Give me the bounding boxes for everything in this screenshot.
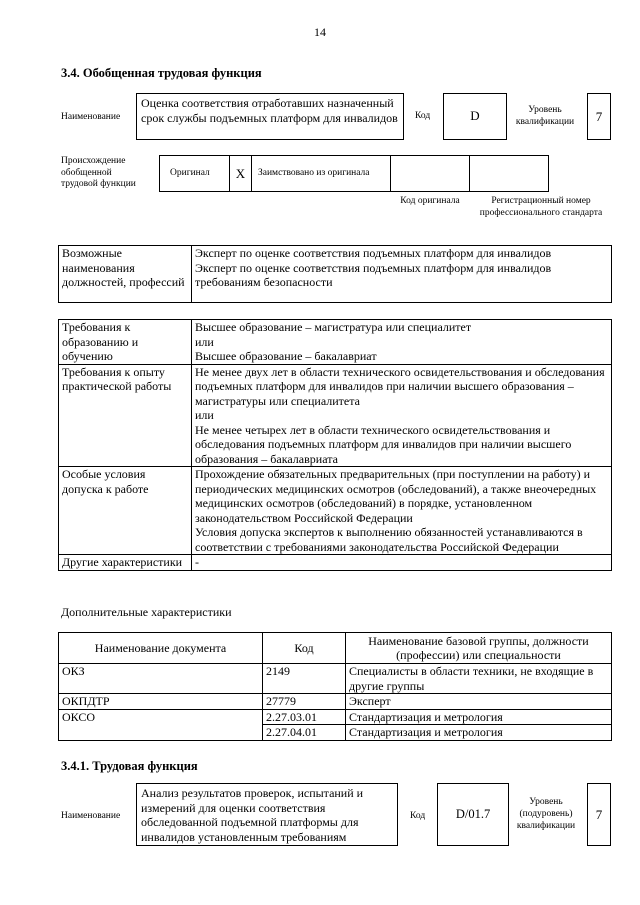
group-name-cell: Эксперт (346, 694, 612, 710)
level-label: Уровень квалификации (515, 105, 575, 127)
original-label: Оригинал (170, 168, 210, 178)
requirement-label: Требования к опыту практической работы (59, 364, 192, 467)
doc-name-cell: ОКПДТР (59, 694, 263, 710)
requirement-row (59, 467, 612, 555)
section-heading-3-4-1: 3.4.1. Трудовая функция (61, 759, 198, 773)
borrowed-label: Заимствовано из оригинала (258, 168, 370, 178)
tf-code-value: D/01.7 (437, 783, 509, 846)
original-mark: X (229, 155, 252, 192)
tf-level-value: 7 (587, 783, 611, 846)
requirement-label: Требования к образованию и обучению (59, 320, 192, 365)
requirement-value: Не менее двух лет в области технического освидетельствования и обследования подъемных платформ для инвалидов при наличии высшего образования – магистратуры или специалитета или Не менее четырех лет в области технического освидетельствования и обследования подъемных платформ для инвалидов при наличии высшего образования – бакалавриата (192, 364, 612, 467)
doc-name-cell: ОКЗ (59, 664, 263, 694)
page-number: 14 (314, 25, 326, 39)
origin-code-cell (390, 155, 470, 192)
positions-table (58, 245, 612, 303)
additional-row (59, 709, 612, 725)
additional-row (59, 694, 612, 710)
gtf-name-value: Оценка соответствия отработавших назначенный срок службы подъемных платформ для инвалидов (136, 93, 404, 140)
tf-name-label: Наименование (61, 811, 121, 821)
code-cell: 2.27.04.01 (263, 725, 346, 741)
code-cell: 2.27.03.01 (263, 709, 346, 725)
positions-value: Эксперт по оценке соответствия подъемных платформ для инвалидов Эксперт по оценке соответствия подъемных платформ для инвалидов требованиям безопасности (192, 246, 612, 303)
section-heading-3-4: 3.4. Обобщенная трудовая функция (61, 66, 262, 80)
tf-level-label: Уровень (подуровень) квалификации (516, 797, 576, 831)
name-label: Наименование (61, 112, 121, 122)
header-code: Код (263, 633, 346, 664)
code-cell: 2149 (263, 664, 346, 694)
tf-name-value: Анализ результатов проверок, испытаний и измерений для оценки соответствия обследованной подъемной платформы для инвалидов установленным требованиям (136, 783, 398, 846)
tf-code-label: Код (410, 811, 426, 821)
gtf-code-value: D (443, 93, 507, 140)
code-cell: 27779 (263, 694, 346, 710)
doc-name-cell (59, 725, 263, 741)
header-group-name: Наименование базовой группы, должности (профессии) или специальности (346, 633, 612, 664)
additional-row (59, 725, 612, 741)
gtf-level-value: 7 (587, 93, 611, 140)
origin-label: Происхождение обобщенной трудовой функции (61, 156, 136, 189)
requirement-row (59, 555, 612, 571)
requirement-row (59, 364, 612, 467)
header-doc-name: Наименование документа (59, 633, 263, 664)
requirement-value: - (192, 555, 612, 571)
group-name-cell: Стандартизация и метрология (346, 725, 612, 741)
reg-number-caption: Регистрационный номер профессионального стандарта (479, 196, 603, 218)
additional-heading: Дополнительные характеристики (61, 605, 232, 619)
origin-code-caption: Код оригинала (400, 196, 460, 206)
doc-name-cell: ОКСО (59, 709, 263, 725)
positions-label: Возможные наименования должностей, профессий (59, 246, 192, 303)
additional-header-row (59, 633, 612, 664)
group-name-cell: Стандартизация и метрология (346, 709, 612, 725)
requirements-table (58, 319, 612, 571)
requirement-value: Прохождение обязательных предварительных (при поступлении на работу) и периодических медицинских осмотров (обследований), а также внеочередных медицинских осмотров (обследований) в порядке, установленном законодательством Российской Федерации Условия допуска экспертов к выполнению обязанностей устанавливаются в соответствии с требованиями законодательства Российской Федерации (192, 467, 612, 555)
requirement-label: Другие характеристики (59, 555, 192, 571)
additional-row (59, 664, 612, 694)
group-name-cell: Специалисты в области техники, не входящие в другие группы (346, 664, 612, 694)
requirement-label: Особые условия допуска к работе (59, 467, 192, 555)
requirement-value: Высшее образование – магистратура или специалитет или Высшее образование – бакалавриат (192, 320, 612, 365)
requirement-row (59, 320, 612, 365)
additional-table (58, 632, 612, 741)
code-label: Код (415, 111, 431, 121)
